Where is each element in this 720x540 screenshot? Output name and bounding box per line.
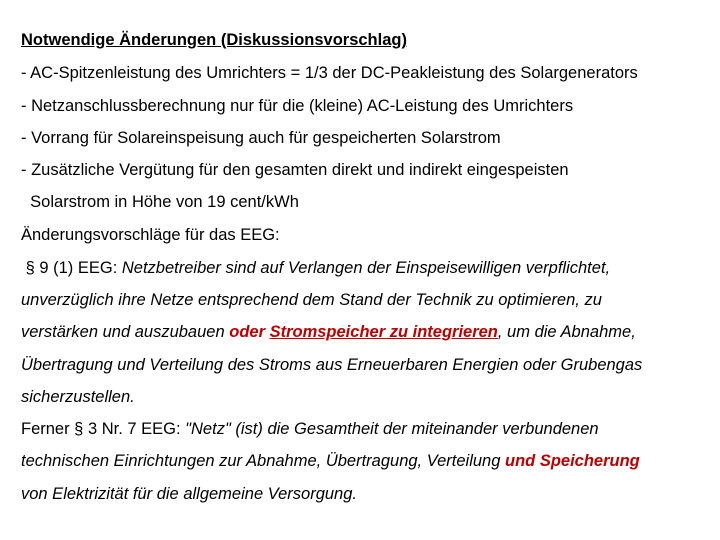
bullet-compensation-cont: Solarstrom in Höhe von 19 cent/kWh: [21, 193, 299, 211]
para3-l2-before: technischen Einrichtungen zur Abnahme, Übertragung, Verteilung: [21, 452, 505, 470]
para3-prefix: Ferner § 3 Nr. 7 EEG:: [21, 420, 186, 438]
bullet-grid-connection: - Netzanschlussberechnung nur für die (kleine) AC-Leistung des Umrichters: [21, 97, 574, 115]
para9-line4: Übertragung und Verteilung des Stroms aus Erneuerbaren Energien oder Grubengas: [21, 356, 643, 374]
para9-line3: [21, 322, 636, 342]
para9-line1: [21, 258, 610, 278]
para3-line3: von Elektrizität für die allgemeine Versorgung.: [21, 485, 357, 503]
para9-l3-after: , um die Abnahme,: [497, 323, 636, 341]
para9-prefix: § 9 (1) EEG:: [21, 259, 122, 277]
para3-quote-start: "Netz" (ist) die Gesamtheit der miteinander verbundenen: [185, 420, 599, 438]
para3-red-speicherung: und Speicherung: [505, 452, 640, 470]
para3-line2: [21, 451, 640, 471]
bullet-compensation: - Zusätzliche Vergütung für den gesamten direkt und indirekt eingespeisten: [21, 161, 569, 179]
page-title: Notwendige Änderungen (Diskussionsvorschlag): [21, 31, 407, 49]
para9-quote-start: Netzbetreiber sind auf Verlangen der Einspeisewilligen verpflichtet,: [121, 259, 611, 277]
bullet-ac-peak: - AC-Spitzenleistung des Umrichters = 1/3 der DC-Peakleistung des Solargenerators: [21, 64, 638, 82]
para9-line5: sicherzustellen.: [21, 388, 135, 406]
para9-line2: unverzüglich ihre Netze entsprechend dem Stand der Technik zu optimieren, zu: [21, 291, 602, 309]
eeg-heading: Änderungsvorschläge für das EEG:: [21, 226, 280, 244]
para9-red-oder: oder: [229, 323, 270, 341]
para9-red-stromspeicher: Stromspeicher zu integrieren: [269, 323, 498, 341]
para9-l3-before: verstärken und auszubauen: [21, 323, 230, 341]
bullet-solar-priority: - Vorrang für Solareinspeisung auch für gespeicherten Solarstrom: [21, 129, 501, 147]
para3-line1: [21, 419, 599, 439]
